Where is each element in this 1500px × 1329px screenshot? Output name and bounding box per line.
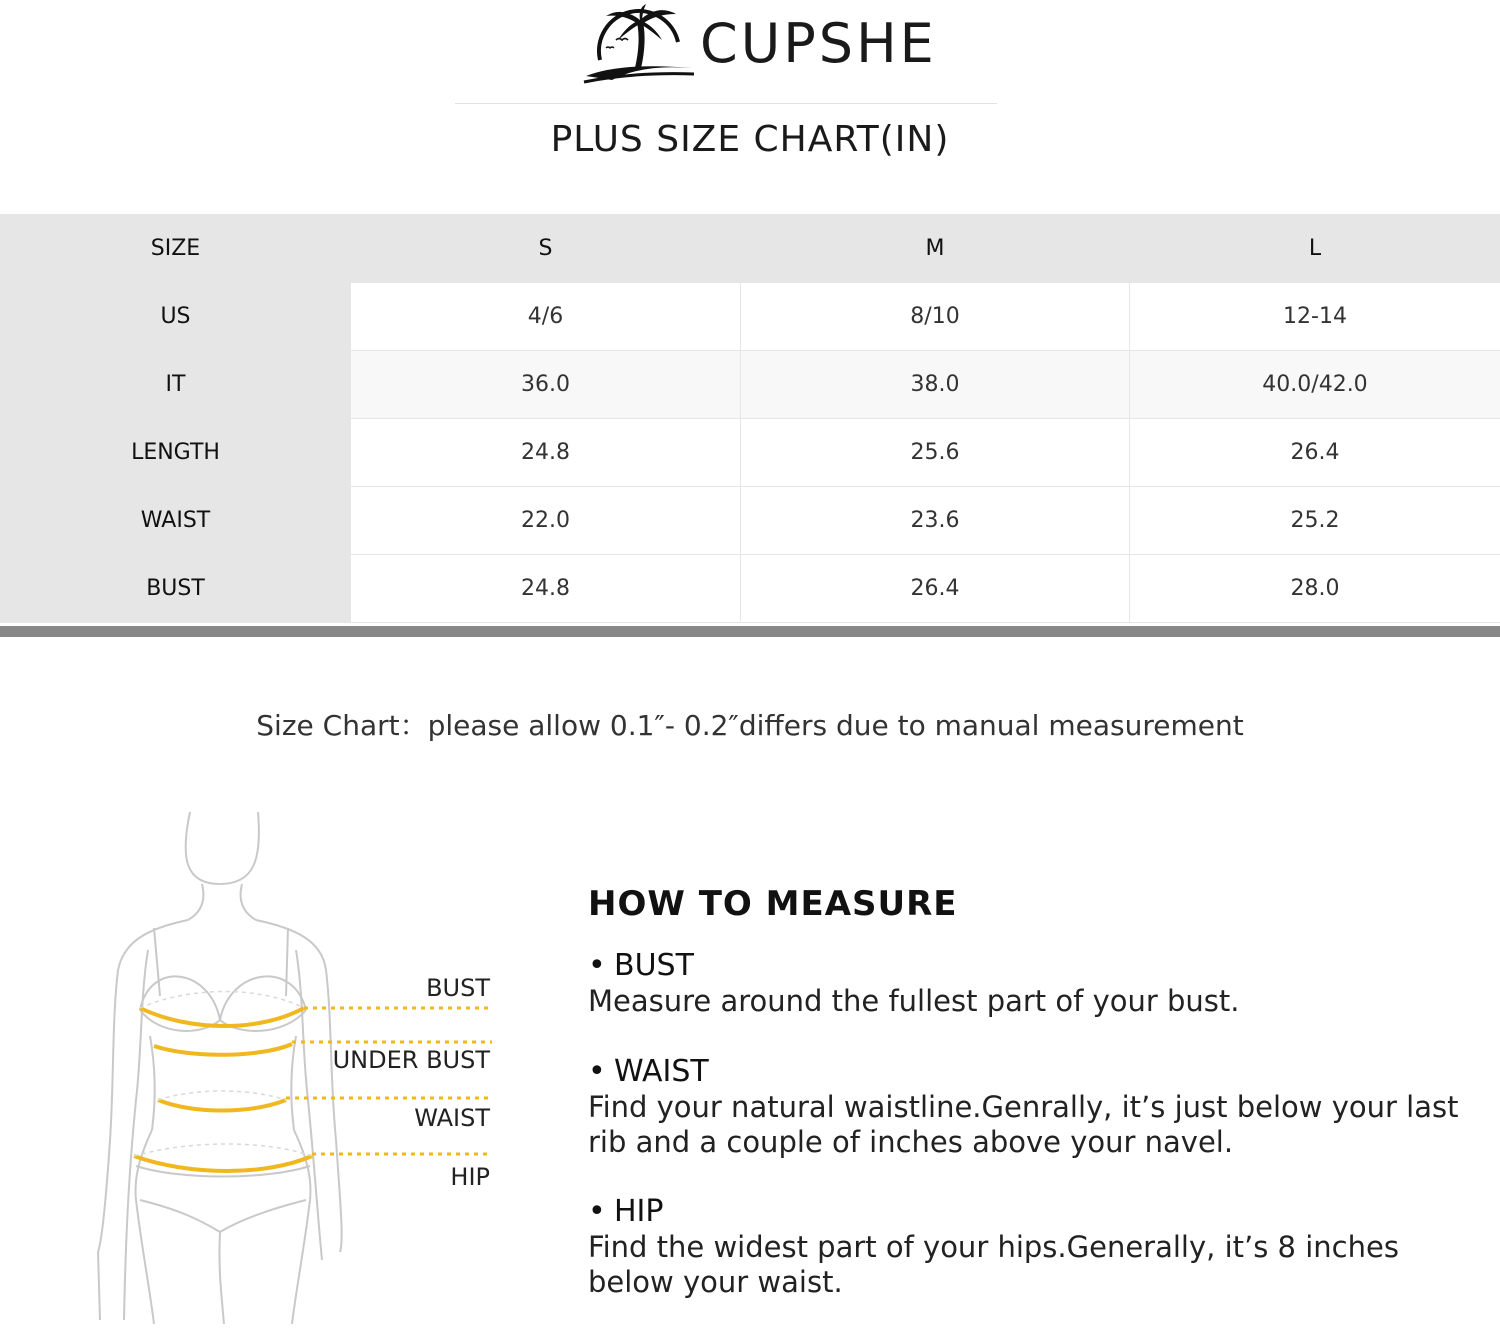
measurement-note: Size Chart：please allow 0.1″- 0.2″differs due to manual measurement: [0, 708, 1500, 744]
measure-item-desc: Measure around the fullest part of your bust.: [588, 984, 1468, 1019]
figure-label-hip: HIP: [450, 1163, 490, 1191]
measure-item-desc: Find the widest part of your hips.Generally, it’s 8 inches: [588, 1230, 1468, 1265]
measure-item-name: BUST: [614, 948, 694, 983]
bullet-icon: •: [588, 948, 614, 984]
row-label: LENGTH: [1, 419, 351, 487]
measure-item-waist: [588, 1054, 1468, 1160]
table-cell: 28.0: [1130, 555, 1500, 623]
row-label: IT: [1, 351, 351, 419]
page-title: PLUS SIZE CHART(IN): [0, 118, 1500, 162]
bullet-icon: •: [588, 1054, 614, 1090]
figure-label-waist: WAIST: [414, 1104, 490, 1132]
table-cell: 12-14: [1130, 283, 1500, 351]
measure-item-desc: Find your natural waistline.Genrally, it’s just below your last: [588, 1090, 1468, 1125]
row-label: WAIST: [1, 487, 351, 555]
table-row-bust: [1, 555, 1500, 623]
header-divider: [455, 103, 997, 104]
table-row-waist: [1, 487, 1500, 555]
table-cell: 4/6: [351, 283, 741, 351]
palm-tree-logo-icon: [582, 2, 697, 84]
column-header-m: M: [741, 215, 1130, 283]
measure-item-desc: below your waist.: [588, 1265, 1468, 1300]
table-cell: 25.2: [1130, 487, 1500, 555]
size-chart-table: [0, 214, 1500, 623]
table-row-us: [1, 283, 1500, 351]
measure-item-heading: [588, 1194, 1468, 1230]
measure-item-desc: rib and a couple of inches above your navel.: [588, 1125, 1468, 1160]
table-cell: 26.4: [741, 555, 1130, 623]
measure-item-name: HIP: [614, 1194, 664, 1229]
row-label: US: [1, 283, 351, 351]
measure-item-name: WAIST: [614, 1054, 709, 1089]
column-header-size: SIZE: [1, 215, 351, 283]
table-cell: 8/10: [741, 283, 1130, 351]
measure-item-hip: [588, 1194, 1468, 1300]
table-cell: 25.6: [741, 419, 1130, 487]
brand-header: [0, 0, 1500, 100]
table-cell: 24.8: [351, 419, 741, 487]
table-cell: 40.0/42.0: [1130, 351, 1500, 419]
body-measurement-figure: [90, 800, 510, 1324]
table-cell: 26.4: [1130, 419, 1500, 487]
table-row-length: [1, 419, 1500, 487]
table-header-row: [1, 215, 1500, 283]
measure-item-bust: [588, 948, 1468, 1019]
table-bottom-bar: [0, 626, 1500, 637]
column-header-l: L: [1130, 215, 1500, 283]
row-label: BUST: [1, 555, 351, 623]
table-cell: 23.6: [741, 487, 1130, 555]
section-title: HOW TO MEASURE: [588, 880, 1468, 928]
table-row-it: [1, 351, 1500, 419]
figure-label-bust: BUST: [426, 974, 490, 1002]
table-cell: 36.0: [351, 351, 741, 419]
figure-label-under-bust: UNDER BUST: [333, 1046, 490, 1074]
how-to-measure-section: [588, 880, 1468, 928]
bullet-icon: •: [588, 1194, 614, 1230]
table-cell: 38.0: [741, 351, 1130, 419]
table-cell: 24.8: [351, 555, 741, 623]
measure-item-heading: [588, 948, 1468, 984]
measure-item-heading: [588, 1054, 1468, 1090]
table-cell: 22.0: [351, 487, 741, 555]
brand-name: CUPSHE: [700, 14, 937, 74]
column-header-s: S: [351, 215, 741, 283]
